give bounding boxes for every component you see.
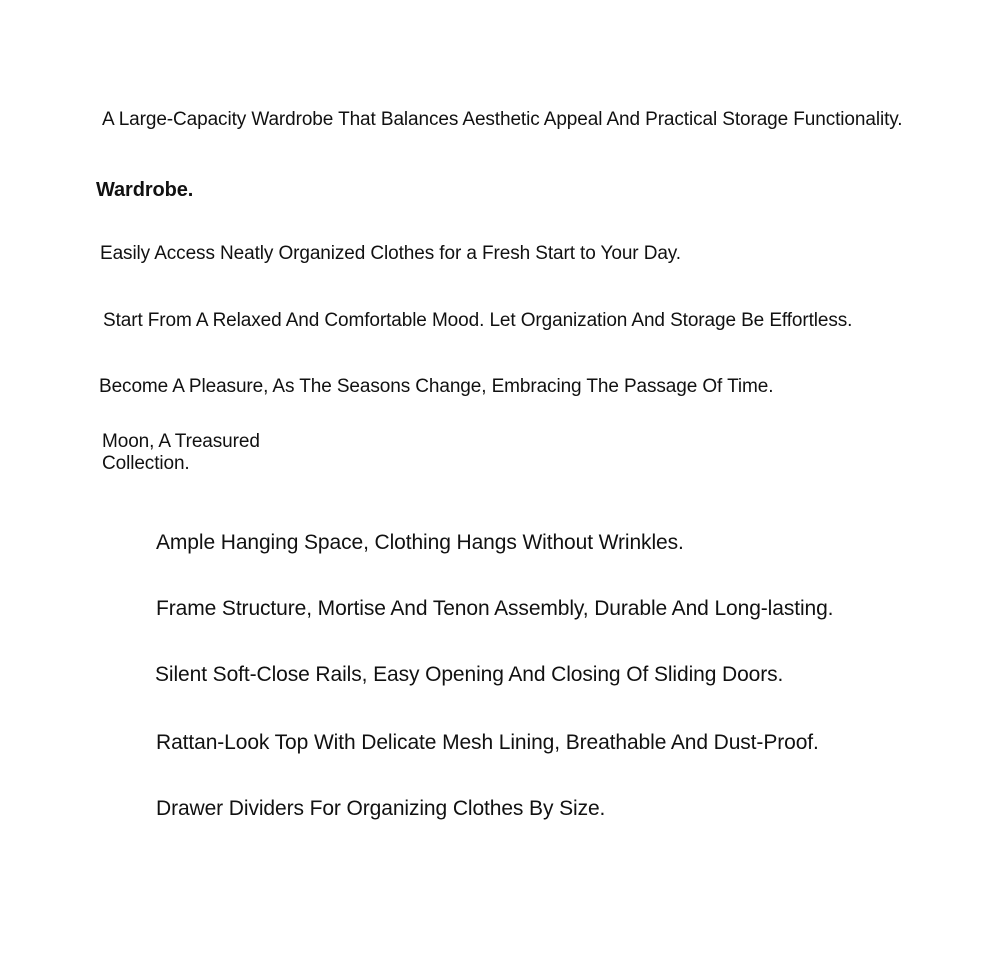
intro-line-2: Start From A Relaxed And Comfortable Mood. Let Organization And Storage Be Effortless. (103, 310, 853, 331)
feature-item-2: Frame Structure, Mortise And Tenon Assembly, Durable And Long-lasting. (156, 597, 834, 620)
intro-line-3: Become A Pleasure, As The Seasons Change, Embracing The Passage Of Time. (99, 376, 774, 397)
feature-item-4: Rattan-Look Top With Delicate Mesh Lining, Breathable And Dust-Proof. (156, 731, 819, 754)
tagline: A Large-Capacity Wardrobe That Balances Aesthetic Appeal And Practical Storage Functionality. (102, 109, 903, 130)
page-title: Wardrobe. (96, 179, 194, 201)
feature-item-5: Drawer Dividers For Organizing Clothes By Size. (156, 797, 606, 820)
feature-item-1: Ample Hanging Space, Clothing Hangs Without Wrinkles. (156, 531, 684, 554)
intro-line-4: Moon, A Treasured Collection. (102, 431, 260, 474)
intro-line-1: Easily Access Neatly Organized Clothes for a Fresh Start to Your Day. (100, 243, 681, 264)
feature-item-3: Silent Soft-Close Rails, Easy Opening And Closing Of Sliding Doors. (155, 663, 784, 686)
